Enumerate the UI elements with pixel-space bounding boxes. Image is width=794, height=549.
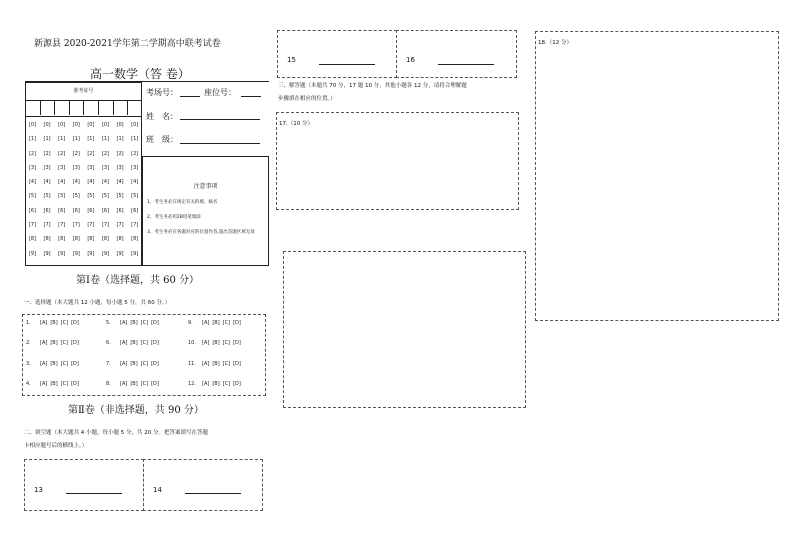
question-number: 11.	[188, 361, 196, 367]
id-digit-bubble[interactable]: [3]	[72, 164, 80, 171]
id-digit-bubble[interactable]: [2]	[28, 150, 37, 157]
id-digit-bubble[interactable]: [3]	[101, 164, 110, 171]
choice-question-row	[106, 381, 162, 387]
choice-option-bubble[interactable]: [A]	[40, 381, 48, 387]
choice-option-bubble[interactable]: [B]	[50, 361, 58, 367]
id-digit-bubble[interactable]: [0]	[58, 122, 66, 128]
id-digit-column	[129, 118, 140, 261]
choice-option-bubble[interactable]: [D]	[71, 320, 79, 326]
class-field[interactable]	[180, 135, 260, 144]
id-digit-bubble[interactable]: [3]	[116, 164, 124, 171]
id-digit-column	[71, 118, 82, 261]
subject-title: 高一数学（答 卷）	[90, 67, 190, 81]
id-digit-bubble[interactable]: [3]	[58, 164, 66, 171]
question-number: 2.	[26, 340, 31, 346]
choice-option-bubble[interactable]: [D]	[151, 340, 159, 346]
id-column-divider	[113, 100, 114, 115]
id-digit-bubble[interactable]: [0]	[28, 122, 37, 128]
choice-option-bubble[interactable]: [B]	[130, 340, 138, 346]
choice-question-row	[188, 381, 244, 387]
choice-option-bubble[interactable]: [B]	[50, 320, 58, 326]
id-digit-bubble[interactable]: [1]	[43, 136, 51, 143]
id-digit-bubble[interactable]: [1]	[87, 136, 95, 143]
choice-question-row	[26, 381, 82, 387]
id-digit-bubble[interactable]: [9]	[58, 250, 66, 257]
id-digit-bubble[interactable]: [3]	[131, 164, 139, 171]
fill-section-line-2: 卡相应题号后的横线上。）	[24, 443, 88, 449]
choice-option-bubble[interactable]: [A]	[202, 320, 210, 326]
q14-label: 14	[153, 486, 162, 494]
id-digit-bubble[interactable]: [3]	[43, 164, 51, 171]
question-number: 8.	[106, 381, 111, 387]
id-column-divider	[69, 100, 70, 115]
id-digit-bubble[interactable]: [3]	[28, 164, 37, 171]
q16-answer-line[interactable]	[438, 56, 494, 65]
id-digit-bubble[interactable]: [8]	[58, 236, 66, 243]
id-digit-bubble[interactable]: [6]	[43, 207, 51, 214]
id-digit-bubble[interactable]: [2]	[131, 150, 139, 157]
id-digit-bubble[interactable]: [0]	[87, 122, 95, 128]
choice-option-bubble[interactable]: [B]	[50, 340, 58, 346]
answer-box-16	[396, 30, 517, 78]
notice-item-2: 2、考生务必用2B铅笔填涂	[147, 215, 201, 220]
choice-option-bubble[interactable]: [B]	[212, 381, 220, 387]
solve-section-line-1: 三、解答题（本题共 70 分，17 题 10 分，其他小题各 12 分，请将合理解题	[278, 83, 467, 89]
choice-option-bubble[interactable]: [D]	[233, 381, 241, 387]
id-column-divider	[40, 100, 41, 115]
choice-option-bubble[interactable]: [D]	[151, 381, 159, 387]
choice-option-bubble[interactable]: [C]	[222, 361, 231, 367]
id-digit-bubble[interactable]: [0]	[72, 122, 80, 128]
question-number: 10.	[188, 340, 196, 346]
id-digit-bubble[interactable]: [9]	[43, 250, 51, 257]
answer-box-15	[277, 30, 397, 78]
fill-section-line-1: 二、填空题（本大题共 4 小题，每小题 5 分，共 20 分。把答案填写在答题	[24, 430, 208, 436]
choice-option-bubble[interactable]: [D]	[151, 361, 159, 367]
choice-option-bubble[interactable]: [D]	[233, 361, 241, 367]
choice-question-row	[188, 361, 244, 367]
choice-question-row	[188, 340, 244, 346]
id-digit-bubble[interactable]: [0]	[131, 122, 139, 128]
choice-option-bubble[interactable]: [C]	[140, 361, 149, 367]
q15-answer-line[interactable]	[319, 56, 375, 65]
id-digit-bubble[interactable]: [6]	[87, 207, 95, 214]
id-digit-bubble[interactable]: [6]	[72, 207, 80, 214]
choice-option-bubble[interactable]: [B]	[130, 381, 138, 387]
id-digit-bubble[interactable]: [7]	[28, 222, 37, 229]
question-number: 9.	[188, 320, 193, 326]
id-digit-bubble[interactable]: [6]	[116, 207, 124, 214]
id-digit-bubble[interactable]: [5]	[131, 193, 139, 200]
choice-question-row	[188, 320, 244, 326]
id-digit-bubble[interactable]: [5]	[43, 193, 51, 200]
seat-field[interactable]	[241, 88, 261, 97]
id-digit-bubble[interactable]: [9]	[101, 250, 110, 257]
id-column-divider	[54, 100, 55, 115]
q14-answer-line[interactable]	[185, 485, 241, 494]
question-number: 12.	[188, 381, 196, 387]
id-digit-bubble[interactable]: [0]	[116, 122, 124, 128]
id-digit-column	[85, 118, 96, 261]
question-number: 4.	[26, 381, 31, 387]
choice-option-bubble[interactable]: [B]	[212, 361, 220, 367]
choice-option-bubble[interactable]: [D]	[71, 361, 79, 367]
answer-box-17[interactable]	[276, 112, 519, 210]
choice-option-bubble[interactable]: [A]	[120, 340, 128, 346]
id-digit-bubble[interactable]: [0]	[43, 122, 51, 128]
answer-box-17-continued[interactable]	[283, 251, 526, 408]
choice-option-bubble[interactable]: [B]	[130, 361, 138, 367]
choice-option-bubble[interactable]: [C]	[140, 340, 149, 346]
id-digit-bubble[interactable]: [9]	[87, 250, 95, 257]
q15-label: 15	[287, 56, 296, 64]
notice-item-1: 1、考生务必在规定有关的填，核名	[147, 200, 218, 205]
id-digit-bubble[interactable]: [8]	[28, 236, 37, 243]
answer-box-18[interactable]	[535, 31, 779, 321]
choice-option-bubble[interactable]: [D]	[71, 340, 79, 346]
exam-room-label: 考场号：	[146, 88, 178, 97]
id-digit-bubble[interactable]: [7]	[58, 222, 66, 229]
choice-option-bubble[interactable]: [C]	[140, 381, 149, 387]
id-digit-bubble[interactable]: [2]	[72, 150, 80, 157]
choice-option-bubble[interactable]: [C]	[60, 340, 69, 346]
choice-question-row	[26, 320, 82, 326]
question-number: 7.	[106, 361, 111, 367]
choice-option-bubble[interactable]: [A]	[120, 320, 128, 326]
notice-box	[142, 156, 269, 266]
id-digit-bubble[interactable]: [4]	[58, 179, 66, 186]
id-digit-bubble[interactable]: [5]	[58, 193, 66, 200]
question-number: 6.	[106, 340, 111, 346]
id-digit-bubble[interactable]: [7]	[72, 222, 80, 229]
choice-question-row	[106, 340, 162, 346]
id-digit-bubble[interactable]: [7]	[116, 222, 124, 229]
id-digit-bubble[interactable]: [2]	[43, 150, 51, 157]
id-digit-bubble[interactable]: [8]	[101, 236, 110, 243]
choice-option-bubble[interactable]: [D]	[233, 320, 241, 326]
id-digit-bubble[interactable]: [7]	[101, 222, 110, 229]
choice-question-row	[106, 320, 162, 326]
id-digit-bubble[interactable]: [9]	[72, 250, 80, 257]
part2-heading: 第Ⅱ卷（非选择题，共 90 分）	[68, 405, 204, 416]
q17-label: 17.（10 分）	[279, 121, 313, 127]
id-digit-column	[100, 118, 111, 261]
id-digit-bubble[interactable]: [5]	[28, 193, 37, 200]
id-digit-bubble[interactable]: [7]	[131, 222, 139, 229]
id-digit-bubble[interactable]: [8]	[116, 236, 124, 243]
choice-option-bubble[interactable]: [C]	[60, 381, 69, 387]
choice-option-bubble[interactable]: [A]	[120, 381, 128, 387]
id-label: 准考证号	[73, 88, 94, 94]
id-digit-bubble[interactable]: [4]	[101, 179, 110, 186]
solve-section-line-2: 步骤填在相应的位置。）	[278, 96, 336, 102]
id-digit-bubble[interactable]: [4]	[131, 179, 139, 186]
id-digit-bubble[interactable]: [5]	[72, 193, 80, 200]
name-label: 姓 名：	[146, 112, 178, 121]
id-digit-bubble[interactable]: [6]	[28, 207, 37, 214]
id-digit-bubble[interactable]: [2]	[58, 150, 66, 157]
id-digit-bubble[interactable]: [4]	[28, 179, 37, 186]
choice-question-row	[106, 361, 162, 367]
id-digit-bubble[interactable]: [2]	[101, 150, 110, 157]
id-digit-bubble[interactable]: [1]	[131, 136, 139, 143]
choice-option-bubble[interactable]: [B]	[212, 340, 220, 346]
choice-question-row	[26, 361, 82, 367]
id-column-divider	[127, 100, 128, 115]
id-digit-bubble[interactable]: [5]	[87, 193, 95, 200]
q13-answer-line[interactable]	[66, 485, 122, 494]
id-digit-bubble[interactable]: [4]	[87, 179, 95, 186]
question-number: 1.	[26, 320, 31, 326]
q18-label: 18.（12 分）	[538, 40, 572, 46]
id-digit-column	[42, 118, 53, 261]
exam-title: 新源县 2020-2021学年第二学期高中联考试卷	[34, 39, 221, 49]
id-digit-bubble[interactable]: [1]	[116, 136, 124, 143]
q16-label: 16	[406, 56, 415, 64]
id-digit-bubble[interactable]: [1]	[58, 136, 66, 143]
choice-option-bubble[interactable]: [C]	[60, 320, 69, 326]
choice-option-bubble[interactable]: [D]	[151, 320, 159, 326]
choice-option-bubble[interactable]: [A]	[202, 361, 210, 367]
id-digit-bubble[interactable]: [5]	[101, 193, 110, 200]
id-digit-bubble[interactable]: [9]	[28, 250, 37, 257]
notice-title: 注意事项	[193, 183, 218, 190]
q13-label: 13	[34, 486, 43, 494]
id-digit-bubble[interactable]: [8]	[43, 236, 51, 243]
choice-option-bubble[interactable]: [D]	[71, 381, 79, 387]
id-digit-bubble[interactable]: [6]	[101, 207, 110, 214]
choice-option-bubble[interactable]: [A]	[202, 381, 210, 387]
id-digit-bubble[interactable]: [2]	[116, 150, 124, 157]
id-digit-bubble[interactable]: [8]	[131, 236, 139, 243]
choice-option-bubble[interactable]: [C]	[222, 381, 231, 387]
id-digit-bubble[interactable]: [7]	[43, 222, 51, 229]
choice-question-row	[26, 340, 82, 346]
seat-label: 座位号：	[204, 88, 236, 97]
exam-room-field[interactable]	[180, 88, 200, 97]
choice-option-bubble[interactable]: [C]	[222, 320, 231, 326]
id-digit-bubble[interactable]: [2]	[87, 150, 95, 157]
id-digit-bubble[interactable]: [9]	[116, 250, 124, 257]
id-digit-bubble[interactable]: [1]	[101, 136, 110, 143]
id-digit-column	[27, 118, 38, 261]
id-digit-bubble[interactable]: [4]	[72, 179, 80, 186]
id-digit-bubble[interactable]: [8]	[72, 236, 80, 243]
choice-option-bubble[interactable]: [B]	[50, 381, 58, 387]
id-digit-bubble[interactable]: [1]	[72, 136, 80, 143]
class-label: 班 级：	[146, 135, 178, 144]
question-number: 3.	[26, 361, 31, 367]
choice-option-bubble[interactable]: [A]	[40, 320, 48, 326]
id-digit-bubble[interactable]: [0]	[101, 122, 110, 128]
choice-option-bubble[interactable]: [A]	[120, 361, 128, 367]
name-field[interactable]	[180, 111, 260, 120]
id-digit-bubble[interactable]: [7]	[87, 222, 95, 229]
id-digit-bubble[interactable]: [3]	[87, 164, 95, 171]
id-digit-bubble[interactable]: [6]	[131, 207, 139, 214]
id-column-divider	[83, 100, 84, 115]
choice-option-bubble[interactable]: [A]	[40, 361, 48, 367]
choice-option-bubble[interactable]: [B]	[130, 320, 138, 326]
question-number: 5.	[106, 320, 111, 326]
part1-heading: 第Ⅰ卷（选择题，共 60 分）	[76, 275, 200, 286]
id-digit-bubble[interactable]: [9]	[131, 250, 139, 257]
id-digit-bubble[interactable]: [5]	[116, 193, 124, 200]
choice-option-bubble[interactable]: [A]	[40, 340, 48, 346]
id-digit-bubble[interactable]: [4]	[43, 179, 51, 186]
id-digit-bubble[interactable]: [6]	[58, 207, 66, 214]
id-digit-bubble[interactable]: [1]	[28, 136, 37, 143]
notice-item-3: 3、考生务必在各题对应的位置作答,超出答题区域无效	[147, 230, 255, 235]
choice-option-bubble[interactable]: [C]	[140, 320, 149, 326]
choice-option-bubble[interactable]: [C]	[60, 361, 69, 367]
choice-option-bubble[interactable]: [A]	[202, 340, 210, 346]
id-digit-column	[115, 118, 126, 261]
id-digit-bubble[interactable]: [8]	[87, 236, 95, 243]
choice-section-heading: 一、选择题（本大题共 12 小题，每小题 5 分，共 60 分。）	[24, 300, 171, 306]
id-digit-bubble[interactable]: [4]	[116, 179, 124, 186]
id-column-divider	[98, 100, 99, 115]
id-digit-column	[56, 118, 67, 261]
choice-option-bubble[interactable]: [D]	[233, 340, 241, 346]
choice-option-bubble[interactable]: [C]	[222, 340, 231, 346]
choice-option-bubble[interactable]: [B]	[212, 320, 220, 326]
